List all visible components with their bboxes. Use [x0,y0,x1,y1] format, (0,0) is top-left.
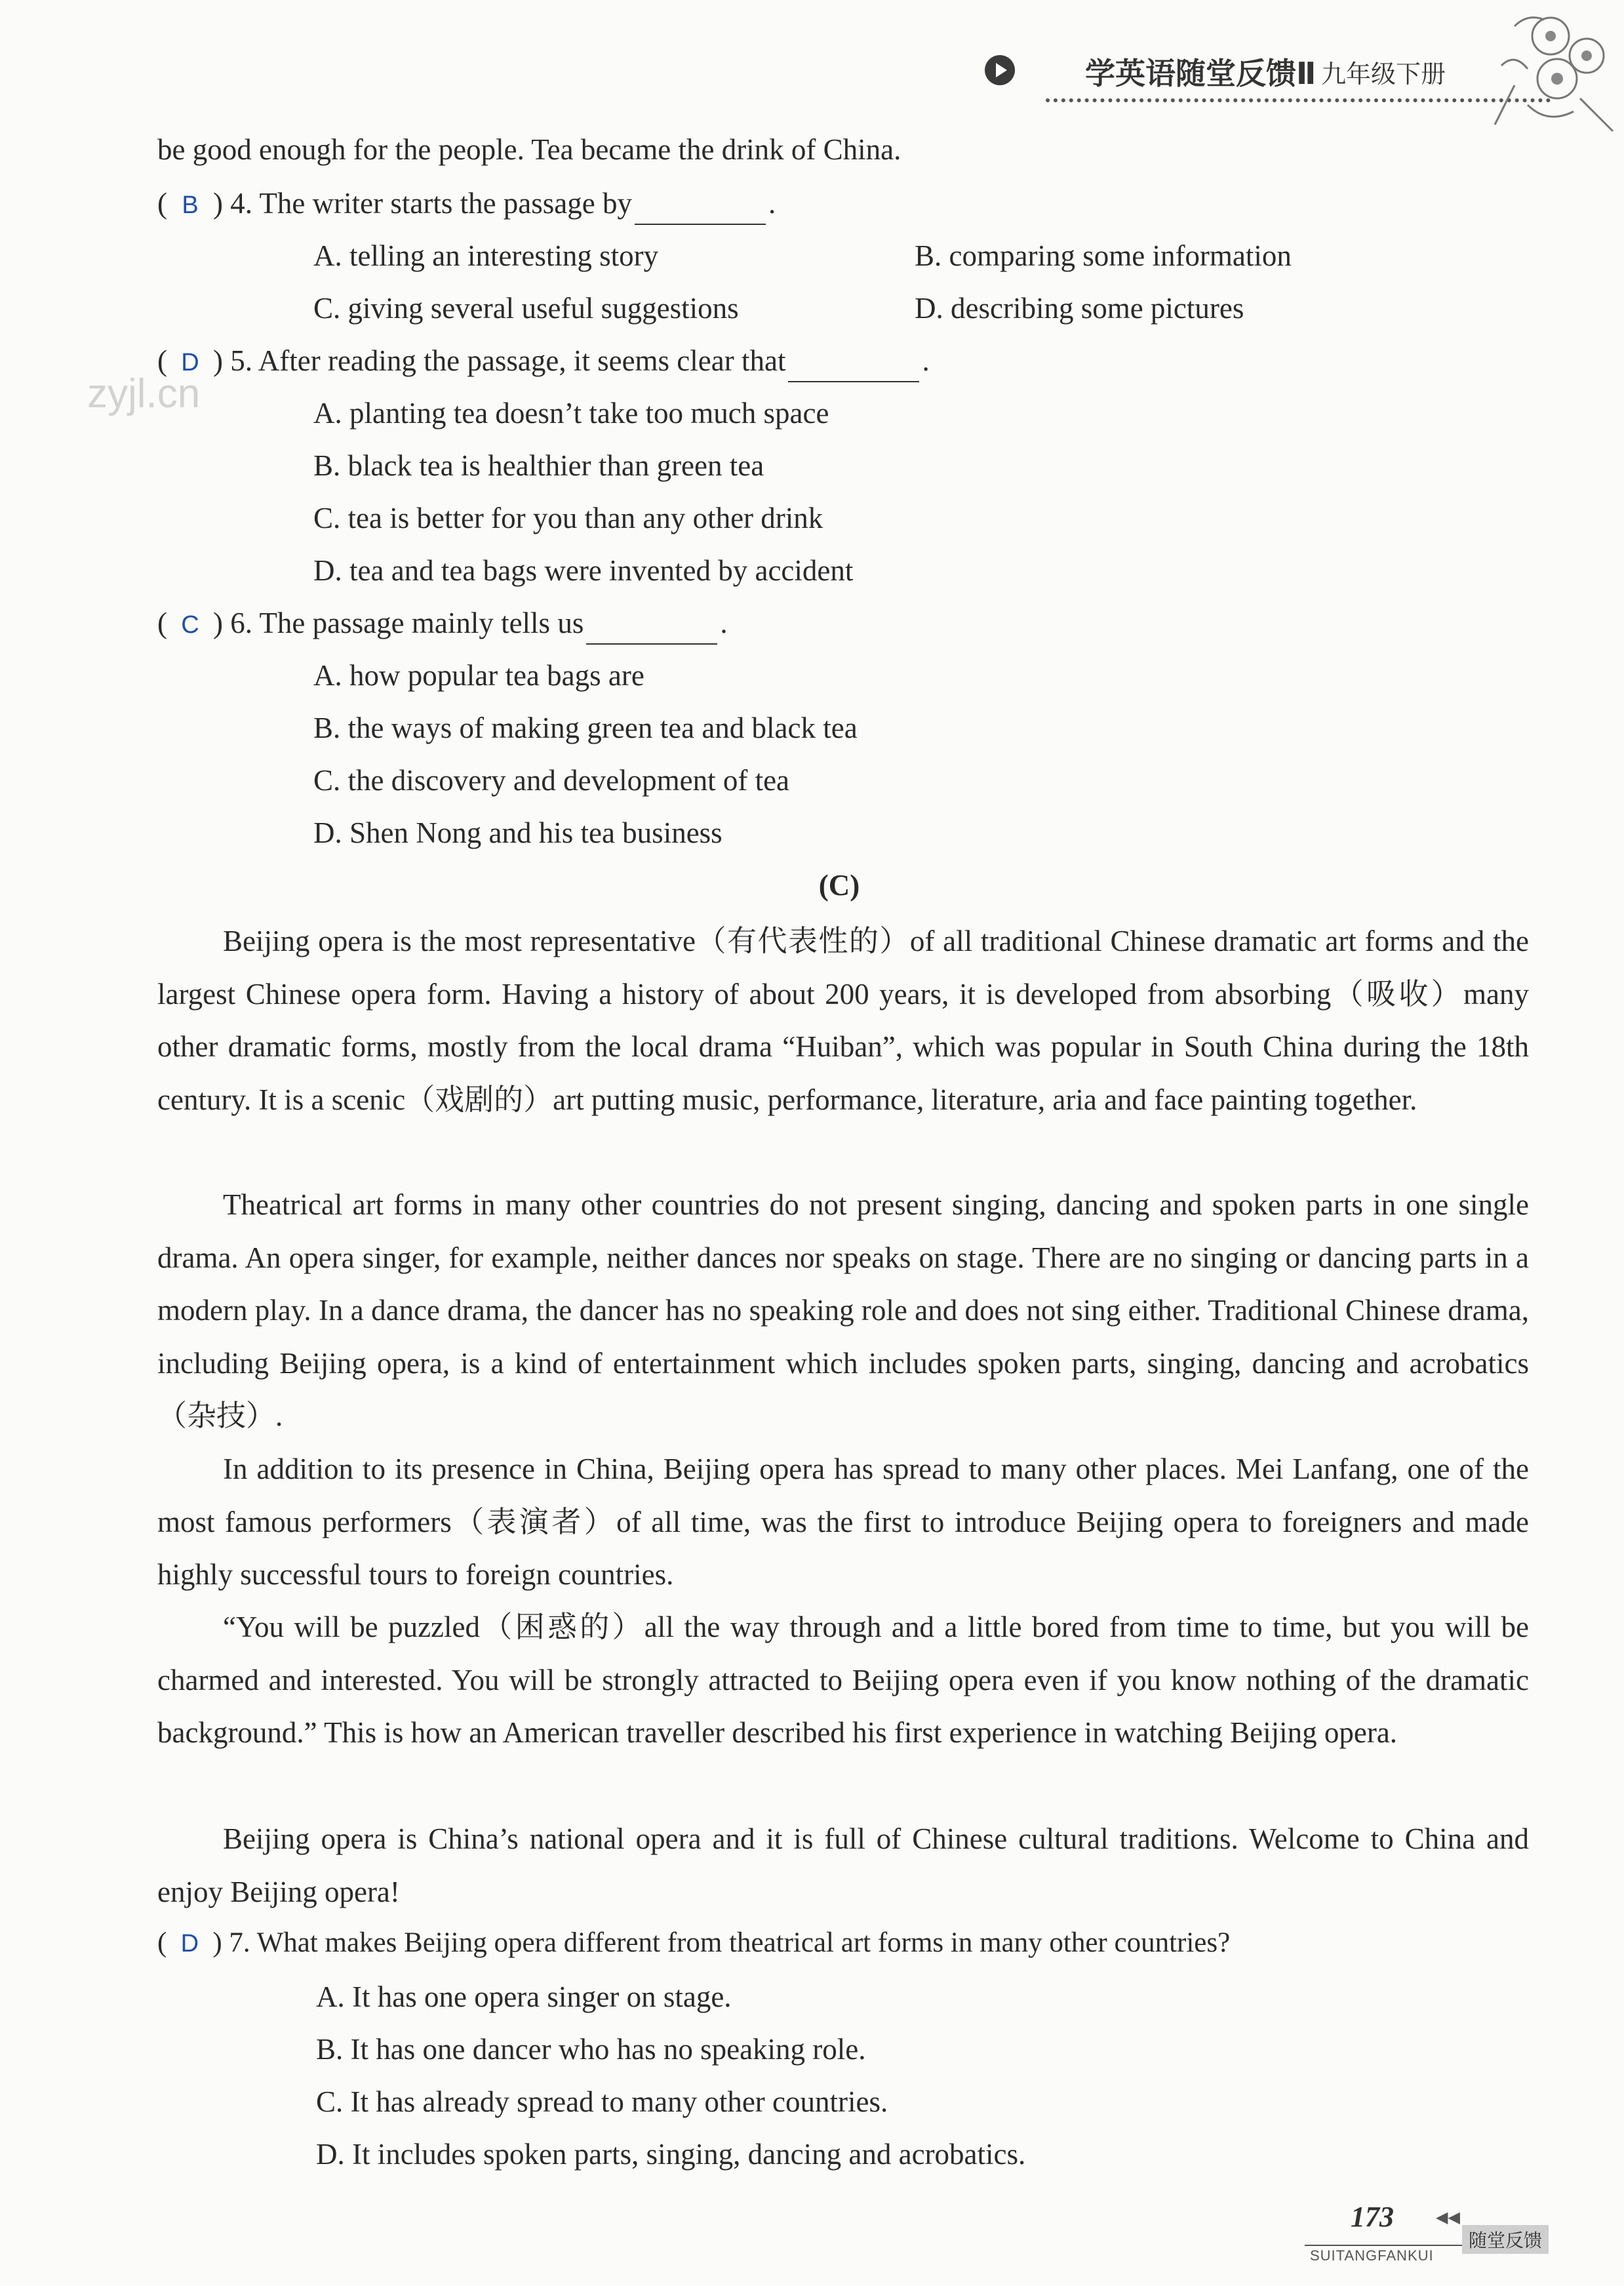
option-4b: B. comparing some information [915,239,1292,272]
footer-pinyin: SUITANGFANKUI [1310,2247,1434,2264]
section-heading: (C) [818,869,860,902]
question-4 [157,184,776,225]
question-number: 7. [229,1927,250,1958]
question-5 [157,341,930,382]
footer [1305,2200,1580,2272]
question-stem: The writer starts the passage by [259,187,633,220]
option-4d: D. describing some pictures [915,292,1244,325]
page-number: 173 [1351,2201,1394,2233]
answer-blank [635,195,766,225]
intro-line: be good enough for the people. Tea became the drink of China. [157,133,901,166]
question-stem-end: . [720,607,728,639]
header-dotted-rule [1046,98,1551,102]
paragraph-text: In addition to its presence in China, Beijing opera has spread to many other places. Mei Lanfang, one of the most famous performers（表演者）of all time, was the first to introduce Beijing opera to foreigners and made highly successful tours to foreign countries. [157,1453,1529,1591]
answer-6: C [181,611,199,639]
paren-open: ( [157,344,167,377]
paren-close: ) [212,1927,222,1958]
decorative-sketch-icon [1488,7,1619,138]
watermark: zyjl.cn [87,371,201,416]
passage-paragraph [157,1601,1529,1759]
option-4a: A. telling an interesting story [313,239,659,272]
paragraph-text: Beijing opera is the most representative（有代表性的）of all traditional Chinese dramatic art forms and the largest Chinese opera form. Having a history of about 200 years, it is developed from absorbing（吸收）many other dramatic forms, mostly from the local drama “Huiban”, which was popular in South China during the 18th century. It is a scenic（戏剧的）art putting music, performance, literature, aria and face painting together. [157,925,1529,1116]
answer-4: B [182,191,199,219]
paragraph-text: “You will be puzzled（困惑的）all the way through and a little bored from time to time, but you will be charmed and interested. You will be strongly attracted to Beijing opera even if you know nothing of the dramatic background.” This is how an American traveller described his first experience in watching Beijing opera. [157,1611,1529,1749]
answer-blank [788,352,919,382]
page-arrows-icon: ◀◀ [1436,2209,1460,2226]
option-5a: A. planting tea doesn’t take too much space [313,397,829,430]
play-icon [983,54,1016,87]
question-number: 6. [230,607,252,639]
header-title: 学英语随堂反馈Ⅱ [1085,56,1317,91]
paragraph-text: Beijing opera is China’s national opera and it is full of Chinese cultural traditions. Welcome to China and enjoy Beijing opera! [157,1822,1529,1908]
question-7 [157,1923,1230,1963]
question-stem: What makes Beijing opera different from theatrical art forms in many other countries? [256,1927,1231,1958]
paren-close: ) [213,344,223,377]
answer-5: D [181,349,199,376]
question-stem: The passage mainly tells us [259,607,584,639]
header-subtitle: 九年级下册 [1321,60,1446,89]
option-7a: A. It has one opera singer on stage. [316,1980,732,2013]
option-5d: D. tea and tea bags were invented by accident [313,554,854,587]
footer-rule [1305,2245,1469,2246]
header [983,46,1574,105]
option-7c: C. It has already spread to many other countries. [316,2085,888,2118]
passage-paragraph [157,1178,1529,1443]
question-6 [157,603,728,645]
paren-open: ( [157,187,167,220]
option-4c: C. giving several useful suggestions [313,292,739,325]
question-stem-end: . [768,187,776,220]
paren-close: ) [213,187,223,220]
paragraph-text: Theatrical art forms in many other countries do not present singing, dancing and spoken parts in one single drama. An opera singer, for example, neither dances nor speaks on stage. There are no singing or dancing parts in a modern play. In a dance drama, the dancer has no speaking role and does not sing either. Traditional Chinese drama, including Beijing opera, is a kind of entertainment which includes spoken parts, singing, dancing and acrobatics（杂技）. [157,1188,1529,1432]
passage-paragraph [157,1813,1529,1918]
passage-paragraph [157,915,1529,1126]
option-6d: D. Shen Nong and his tea business [313,816,723,849]
answer-blank [586,614,717,645]
option-5c: C. tea is better for you than any other drink [313,502,823,534]
paren-open: ( [157,607,167,639]
question-stem: After reading the passage, it seems clear that [258,344,786,377]
option-7d: D. It includes spoken parts, singing, dancing and acrobatics. [316,2138,1026,2171]
option-6a: A. how popular tea bags are [313,659,644,692]
paren-open: ( [157,1927,167,1958]
answer-7: D [180,1930,199,1957]
question-stem-end: . [922,344,930,377]
question-number: 4. [230,187,252,220]
question-number: 5. [230,344,252,377]
option-7b: B. It has one dancer who has no speaking role. [316,2033,866,2066]
option-6c: C. the discovery and development of tea [313,764,790,797]
footer-label: 随堂反馈 [1462,2225,1549,2254]
option-5b: B. black tea is healthier than green tea [313,449,764,482]
option-6b: B. the ways of making green tea and black tea [313,712,858,744]
paren-close: ) [213,607,223,639]
passage-paragraph [157,1443,1529,1601]
